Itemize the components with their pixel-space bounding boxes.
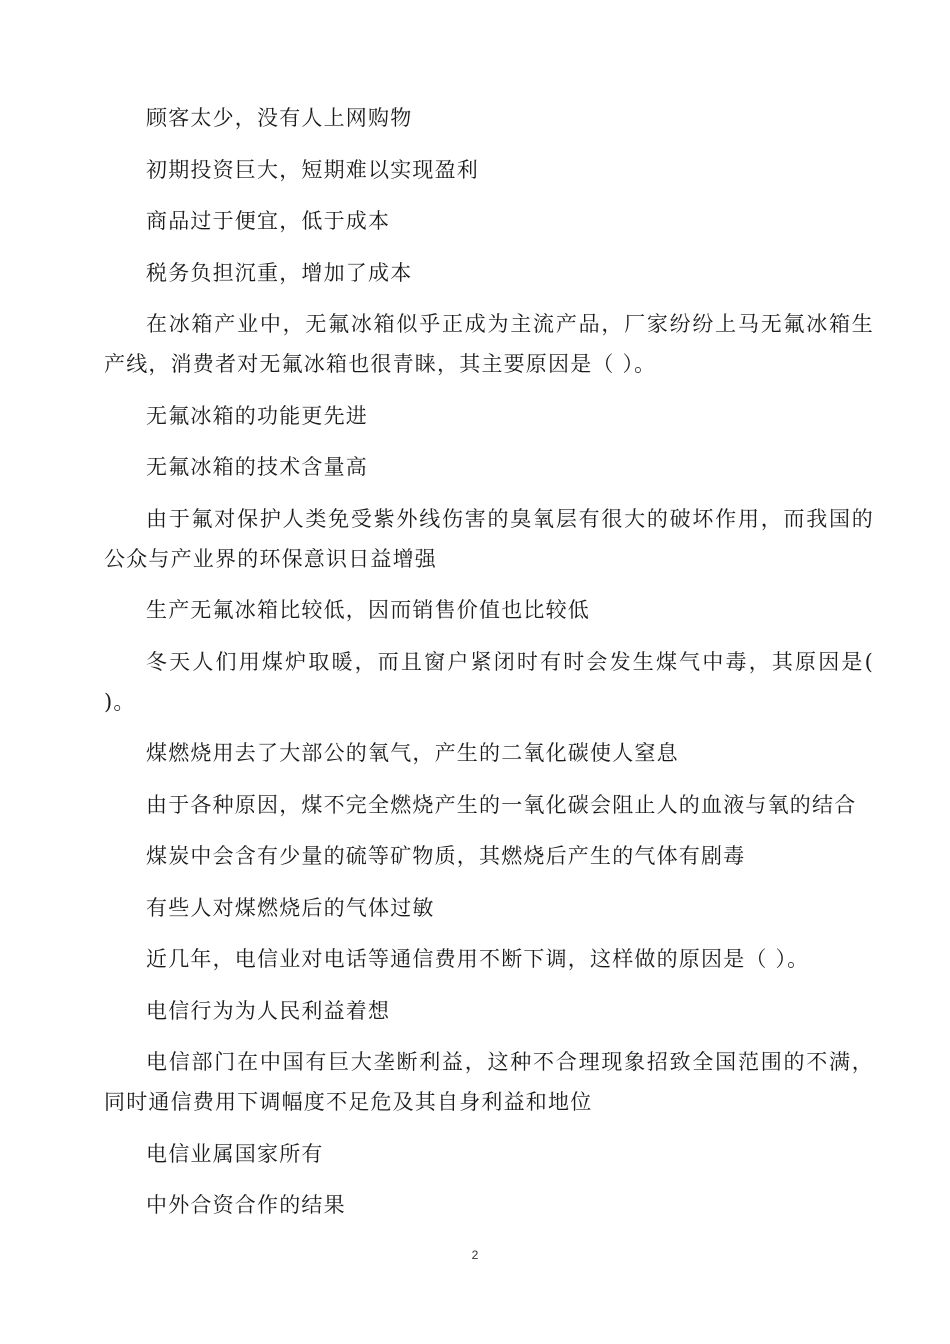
paragraph: 电信部门在中国有巨大垄断利益，这种不合理现象招致全国范围的不满，同时通信费用下调幅度不足危及其自身利益和地位: [104, 1050, 874, 1114]
paragraph: 无氟冰箱的技术含量高: [146, 455, 368, 479]
question-paragraph: 近几年，电信业对电话等通信费用不断下调，这样做的原因是（ ）。: [146, 947, 810, 971]
paragraph: 煤炭中会含有少量的硫等矿物质，其燃烧后产生的气体有剧毒: [146, 844, 746, 868]
paragraph: 电信业属国家所有: [146, 1141, 324, 1166]
paragraph: 初期投资巨大，短期难以实现盈利: [146, 157, 479, 182]
paragraph: 煤燃烧用去了大部公的氧气，产生的二氧化碳使人窒息: [146, 741, 679, 765]
page-number: 2: [471, 1248, 479, 1262]
paragraph: 无氟冰箱的功能更先进: [146, 403, 368, 428]
paragraph: 生产无氟冰箱比较低，因而销售价值也比较低: [146, 598, 590, 622]
paragraph: 顾客太少，没有人上网购物: [146, 106, 413, 130]
paragraph: 由于氟对保护人类免受紫外线伤害的臭氧层有很大的破坏作用，而我国的公众与产业界的环保意识日益增强: [104, 506, 874, 571]
paragraph: 税务负担沉重，增加了成本: [146, 260, 413, 285]
document-body: [104, 98, 874, 1237]
question-paragraph: 在冰箱产业中，无氟冰箱似乎正成为主流产品，厂家纷纷上马无氟冰箱生产线，消费者对无氟冰箱也很青睐，其主要原因是（ ）。: [104, 312, 874, 376]
paragraph: 电信行为为人民利益着想: [146, 998, 391, 1023]
paragraph: 中外合资合作的结果: [146, 1193, 346, 1217]
paragraph: 有些人对煤燃烧后的气体过敏: [146, 895, 435, 920]
paragraph: 商品过于便宜，低于成本: [146, 209, 391, 233]
question-paragraph: 冬天人们用煤炉取暖，而且窗户紧闭时有时会发生煤气中毒，其原因是( )。: [104, 649, 874, 714]
paragraph: 由于各种原因，煤不完全燃烧产生的一氧化碳会阻止人的血液与氧的结合: [146, 792, 857, 817]
